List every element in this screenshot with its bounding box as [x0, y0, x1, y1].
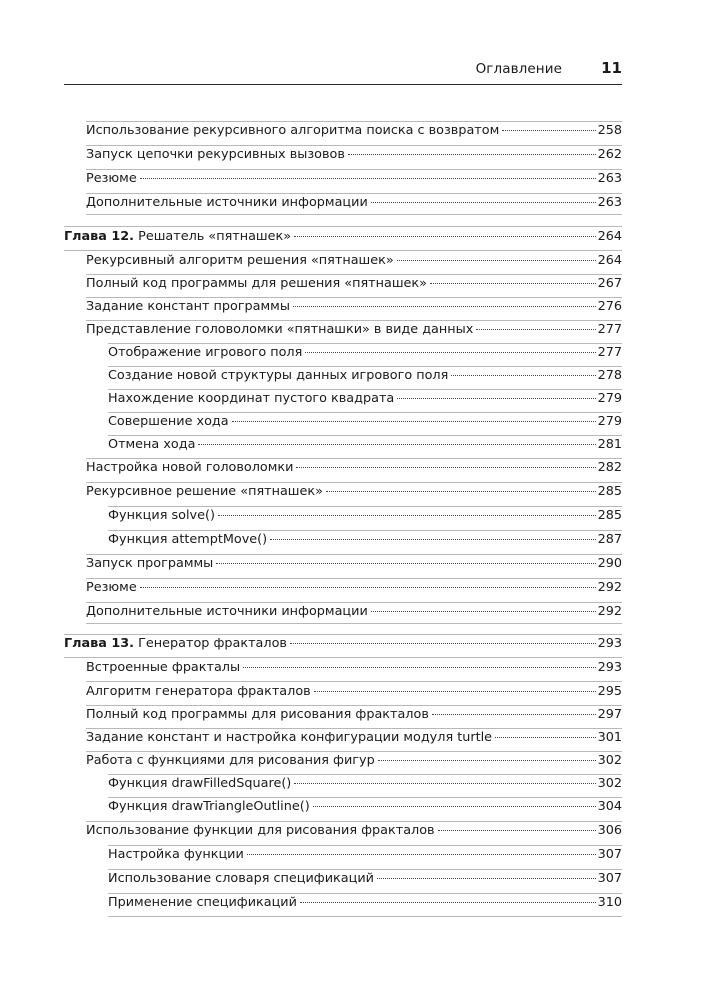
toc-entry[interactable]: [86, 660, 622, 680]
dot-leader: [502, 130, 595, 131]
toc-entry-page: 277: [597, 345, 622, 360]
dot-leader: [326, 491, 596, 492]
toc-entry-page: 292: [597, 580, 622, 595]
toc-entry-page: 285: [597, 484, 622, 499]
toc-entry[interactable]: [86, 253, 622, 273]
running-header: [64, 58, 622, 82]
toc-entry[interactable]: [86, 556, 622, 576]
toc-entry-page: 307: [597, 847, 622, 862]
dot-leader: [495, 737, 596, 738]
toc-divider: [108, 774, 622, 775]
toc-entry-title: Отмена хода: [108, 437, 196, 452]
toc-entry-title: Дополнительные источники информации: [86, 195, 368, 210]
toc-entry-page: 310: [597, 895, 622, 910]
toc-divider: [86, 145, 622, 146]
toc-entry[interactable]: [86, 707, 622, 727]
dot-leader: [218, 515, 596, 516]
toc-subentry[interactable]: [108, 847, 622, 867]
dot-leader: [371, 611, 596, 612]
dot-leader: [290, 643, 596, 644]
toc-entry-page: 297: [597, 707, 622, 722]
toc-entry-title: Использование рекурсивного алгоритма поиска с возвратом: [86, 123, 500, 138]
toc-entry-title: Функция drawTriangleOutline(): [108, 799, 310, 814]
toc-subentry[interactable]: [108, 368, 622, 388]
toc-divider: [86, 482, 622, 483]
toc-entry-title: Представление головоломки «пятнашки» в виде данных: [86, 322, 474, 337]
toc-entry-title: Алгоритм генератора фракталов: [86, 684, 311, 699]
toc-entry[interactable]: [86, 730, 622, 750]
toc-entry-title: Резюме: [86, 171, 137, 186]
toc-entry-page: 307: [597, 871, 622, 886]
toc-entry-title: Полный код программы для решения «пятнашек»: [86, 276, 427, 291]
dot-leader: [140, 178, 596, 179]
toc-divider: [86, 705, 622, 706]
toc-entry-page: 285: [597, 508, 622, 523]
toc-subentry[interactable]: [108, 391, 622, 411]
toc-divider: [86, 681, 622, 682]
toc-entry-page: 301: [597, 730, 622, 745]
chapter-name: Решатель «пятнашек»: [138, 229, 292, 244]
toc-entry[interactable]: [86, 460, 622, 480]
toc-divider: [86, 193, 622, 194]
toc-divider: [64, 634, 622, 635]
toc-divider: [108, 845, 622, 846]
toc-entry[interactable]: [86, 147, 622, 167]
dot-leader: [378, 760, 596, 761]
toc-divider: [108, 530, 622, 531]
toc-entry[interactable]: [86, 604, 622, 624]
toc-entry-page: 278: [597, 368, 622, 383]
toc-entry-page: 267: [597, 276, 622, 291]
toc-entry-page: 279: [597, 414, 622, 429]
toc-entry-title: Функция solve(): [108, 508, 215, 523]
toc-chapter-title: [64, 636, 287, 651]
toc-entry-page: 290: [597, 556, 622, 571]
toc-entry-page: 295: [597, 684, 622, 699]
toc-entry-title: Резюме: [86, 580, 137, 595]
dot-leader: [397, 398, 595, 399]
toc-entry-page: 258: [597, 123, 622, 138]
toc-entry[interactable]: [86, 684, 622, 704]
toc-divider: [108, 389, 622, 390]
dot-leader: [270, 539, 595, 540]
toc-chapter-title: [64, 229, 291, 244]
toc-entry-title: Использование функции для рисования фракталов: [86, 823, 435, 838]
chapter-name: Генератор фракталов: [138, 636, 287, 651]
toc-divider: [86, 554, 622, 555]
toc-entry-page: 302: [597, 776, 622, 791]
dot-leader: [294, 783, 595, 784]
dot-leader: [232, 421, 596, 422]
toc-entry-title: Дополнительные источники информации: [86, 604, 368, 619]
toc-divider: [86, 623, 622, 624]
toc-entry-page: 293: [597, 636, 622, 651]
dot-leader: [451, 375, 595, 376]
dot-leader: [476, 329, 595, 330]
dot-leader: [313, 806, 596, 807]
dot-leader: [397, 260, 596, 261]
chapter-number: Глава 12.: [64, 229, 135, 244]
toc-divider: [108, 893, 622, 894]
toc-entry-title: Работа с функциями для рисования фигур: [86, 753, 375, 768]
toc-entry-title: Отображение игрового поля: [108, 345, 303, 360]
toc-divider: [86, 320, 622, 321]
header-title: Оглавление: [475, 61, 562, 77]
toc-entry-page: 263: [597, 171, 622, 186]
toc-divider: [108, 343, 622, 344]
toc-divider: [108, 916, 622, 917]
dot-leader: [294, 236, 595, 237]
toc-divider: [64, 657, 622, 658]
toc-entry-page: 263: [597, 195, 622, 210]
dot-leader: [247, 854, 596, 855]
toc-entry-title: Запуск программы: [86, 556, 214, 571]
toc-entry-page: 264: [597, 229, 622, 244]
dot-leader: [216, 563, 595, 564]
dot-leader: [300, 902, 596, 903]
toc-subentry[interactable]: [108, 895, 622, 915]
toc-entry-title: Встроенные фракталы: [86, 660, 241, 675]
toc-entry[interactable]: [86, 322, 622, 342]
toc-entry-title: Настройка функции: [108, 847, 244, 862]
toc-divider: [64, 250, 622, 251]
dot-leader: [243, 667, 595, 668]
toc-entry-page: 292: [597, 604, 622, 619]
toc-divider: [108, 412, 622, 413]
toc-entry-title: Применение спецификаций: [108, 895, 297, 910]
toc-entry-title: Использование словаря спецификаций: [108, 871, 374, 886]
toc-divider: [108, 797, 622, 798]
toc-entry-page: 279: [597, 391, 622, 406]
toc-entry[interactable]: [86, 484, 622, 504]
toc-subentry[interactable]: [108, 532, 622, 552]
toc-divider: [108, 366, 622, 367]
toc-subentry[interactable]: [108, 776, 622, 796]
toc-chapter-entry[interactable]: [64, 636, 622, 656]
dot-leader: [371, 202, 596, 203]
toc-entry-page: 282: [597, 460, 622, 475]
dot-leader: [438, 830, 596, 831]
dot-leader: [198, 444, 595, 445]
toc-divider: [86, 274, 622, 275]
dot-leader: [305, 352, 595, 353]
dot-leader: [296, 467, 595, 468]
toc-entry-title: Рекурсивный алгоритм решения «пятнашек»: [86, 253, 394, 268]
toc-divider: [86, 458, 622, 459]
toc-entry[interactable]: [86, 823, 622, 843]
toc-entry-title: Полный код программы для рисования фракталов: [86, 707, 429, 722]
toc-divider: [86, 169, 622, 170]
dot-leader: [377, 878, 596, 879]
toc-subentry[interactable]: [108, 799, 622, 819]
dot-leader: [140, 587, 596, 588]
dot-leader: [314, 691, 596, 692]
toc-divider: [108, 506, 622, 507]
toc-divider: [86, 751, 622, 752]
toc-entry-title: Нахождение координат пустого квадрата: [108, 391, 395, 406]
toc-entry[interactable]: [86, 195, 622, 215]
toc-divider: [86, 214, 622, 215]
toc-entry-page: 304: [597, 799, 622, 814]
dot-leader: [430, 283, 596, 284]
header-page-number: 11: [601, 59, 622, 77]
toc-divider: [86, 121, 622, 122]
toc-entry[interactable]: [86, 171, 622, 191]
toc-divider: [86, 728, 622, 729]
toc-subentry[interactable]: [108, 414, 622, 434]
toc-entry[interactable]: [86, 753, 622, 773]
toc-divider: [86, 297, 622, 298]
toc-entry-page: 276: [597, 299, 622, 314]
chapter-number: Глава 13.: [64, 636, 135, 651]
dot-leader: [293, 306, 596, 307]
toc-entry-page: 264: [597, 253, 622, 268]
toc-divider: [64, 226, 622, 227]
toc-entry-title: Функция drawFilledSquare(): [108, 776, 292, 791]
toc-entry-title: Совершение хода: [108, 414, 229, 429]
toc-divider: [86, 602, 622, 603]
toc-entry[interactable]: [86, 299, 622, 319]
toc-entry-title: Задание констант и настройка конфигурации модуля turtle: [86, 730, 493, 745]
toc-entry-page: 262: [597, 147, 622, 162]
toc-entry[interactable]: [86, 276, 622, 296]
toc-divider: [86, 821, 622, 822]
toc-entry[interactable]: [86, 123, 622, 143]
dot-leader: [348, 154, 596, 155]
toc-divider: [108, 869, 622, 870]
toc-subentry[interactable]: [108, 437, 622, 457]
header-divider: [64, 84, 622, 85]
toc-entry[interactable]: [86, 580, 622, 600]
toc-chapter-entry[interactable]: [64, 229, 622, 249]
toc-entry-title: Задание констант программы: [86, 299, 290, 314]
toc-entry-title: Настройка новой головоломки: [86, 460, 294, 475]
toc-entry-page: 277: [597, 322, 622, 337]
toc-subentry[interactable]: [108, 871, 622, 891]
dot-leader: [432, 714, 596, 715]
toc-entry-page: 293: [597, 660, 622, 675]
toc-entry-page: 281: [597, 437, 622, 452]
toc-entry-title: Рекурсивное решение «пятнашек»: [86, 484, 323, 499]
toc-subentry[interactable]: [108, 508, 622, 528]
toc-entry-title: Создание новой структуры данных игрового поля: [108, 368, 449, 383]
toc-divider: [108, 435, 622, 436]
toc-entry-page: 287: [597, 532, 622, 547]
toc-entry-page: 306: [597, 823, 622, 838]
toc-entry-title: Запуск цепочки рекурсивных вызовов: [86, 147, 345, 162]
toc-entry-page: 302: [597, 753, 622, 768]
toc-divider: [86, 578, 622, 579]
toc-subentry[interactable]: [108, 345, 622, 365]
toc-entry-title: Функция attemptMove(): [108, 532, 268, 547]
